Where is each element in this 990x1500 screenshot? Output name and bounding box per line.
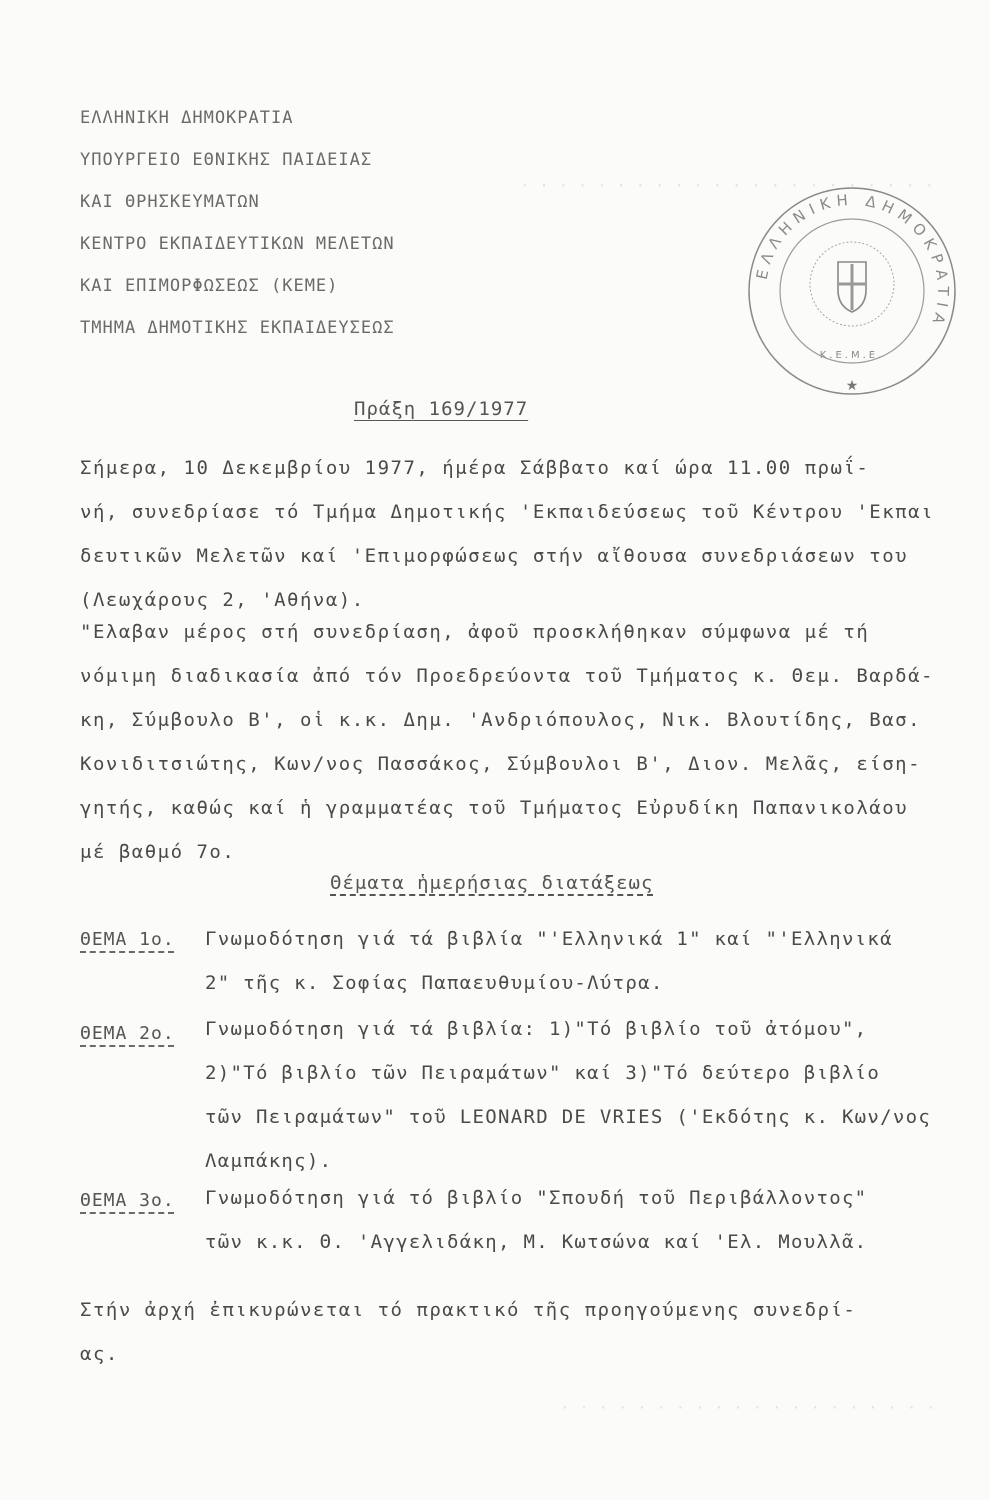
header-line-5: ΚΑΙ ΕΠΙΜΟΡΦΩΣΕΩΣ (ΚΕΜΕ): [80, 276, 339, 296]
topic-label-3: ΘΕΜΑ 3ο.: [80, 1190, 175, 1211]
topic-text-1: Γνωμοδότηση γιά τά βιβλία "'Ελληνικά 1" καί "'Ελληνικά 2" τῆς κ. Σοφίας Παπαευθυμίου-Λύτρα.: [205, 928, 893, 994]
topic-text-3: Γνωμοδότηση γιά τό βιβλίο "Σπουδή τοῦ Περιβάλλοντος" τῶν κ.κ. Θ. 'Αγγελιδάκη, Μ. Κωτσώνα καί 'Ελ. Μουλλᾶ.: [205, 1187, 868, 1253]
agenda-title: Θέματα ἡμερήσιας διατάξεως: [330, 872, 654, 894]
bleed-through-text: · · · · · · · · · · · · · · · · · · · · · ·: [520, 176, 935, 195]
document-title: Πράξη 169/1977: [354, 398, 529, 420]
stamp-inner-text: Κ.Ε.Μ.Ε.: [819, 350, 885, 361]
header-line-6: ΤΜΗΜΑ ΔΗΜΟΤΙΚΗΣ ΕΚΠΑΙΔΕΥΣΕΩΣ: [80, 318, 395, 338]
stamp-seal-icon: [742, 186, 962, 396]
paragraph-participants: "Ελαβαν μέρος στή συνεδρίαση, ἀφοῦ προσκλήθηκαν σύμφωνα μέ τή νόμιμη διαδικασία ἀπό τόν Προεδρεύοντα τοῦ Τμήματος κ. Θεμ. Βαρδά- κη, Σύμβουλο Β', οἱ κ.κ. Δημ. 'Ανδριόπουλος, Νικ. Βλουτίδης, Βασ. Κονιδιτσιώτης, Κων/νος Πασσάκος, Σύμβουλοι Β', Διον. Μελᾶς, είση- γητής, καθώς καί ἡ γραμματέας τοῦ Τμήματος Εὐρυδίκη Παπανικολάου μέ βαθμό 7ο.: [80, 621, 934, 863]
bleed-through-text: · · · · · · · · · · · · · · · · · · · ·: [560, 1398, 936, 1417]
topic-label-1: ΘΕΜΑ 1ο.: [80, 929, 175, 950]
paragraph-meeting-opening: Σήμερα, 10 Δεκεμβρίου 1977, ήμέρα Σάββατο καί ώρα 11.00 πρωΐ- νή, συνεδρίασε τό Τμήμα Δημοτικής 'Εκπαιδεύσεως τοῦ Κέντρου 'Εκπαι δευτικῶν Μελετῶν καί 'Επιμορφώσεως στήν αἴθουσα συνεδριάσεων του (Λεωχάρους 2, 'Αθήνα).: [80, 457, 934, 611]
header-line-1: ΕΛΛΗΝΙΚΗ ΔΗΜΟΚΡΑΤΙΑ: [80, 108, 294, 128]
topic-text-2: Γνωμοδότηση γιά τά βιβλία: 1)"Τό βιβλίο τοῦ ἀτόμου", 2)"Τό βιβλίο τῶν Πειραμάτων" καί 3)"Τό δεύτερο βιβλίο τῶν Πειραμάτων" τοῦ LEONARD DE VRIES ('Εκδότης κ. Κων/νος Λαμπάκης).: [205, 1018, 932, 1172]
topic-label-2: ΘΕΜΑ 2ο.: [80, 1023, 175, 1044]
official-stamp: [742, 186, 962, 396]
stamp-ring-text: ΕΛΛΗΝΙΚΗ ΔΗΜΟΚΡΑΤΙΑ: [752, 190, 953, 332]
header-line-2: ΥΠΟΥΡΓΕΙΟ ΕΘΝΙΚΗΣ ΠΑΙΔΕΙΑΣ: [80, 150, 373, 170]
paragraph-closing: Στήν ἀρχή ἐπικυρώνεται τό πρακτικό τῆς προηγούμενης συνεδρί- ας.: [80, 1299, 857, 1365]
header-line-4: ΚΕΝΤΡΟ ΕΚΠΑΙΔΕΥΤΙΚΩΝ ΜΕΛΕΤΩΝ: [80, 234, 395, 254]
svg-text:★: ★: [845, 378, 859, 394]
header-line-3: ΚΑΙ ΘΡΗΣΚΕΥΜΑΤΩΝ: [80, 192, 260, 212]
